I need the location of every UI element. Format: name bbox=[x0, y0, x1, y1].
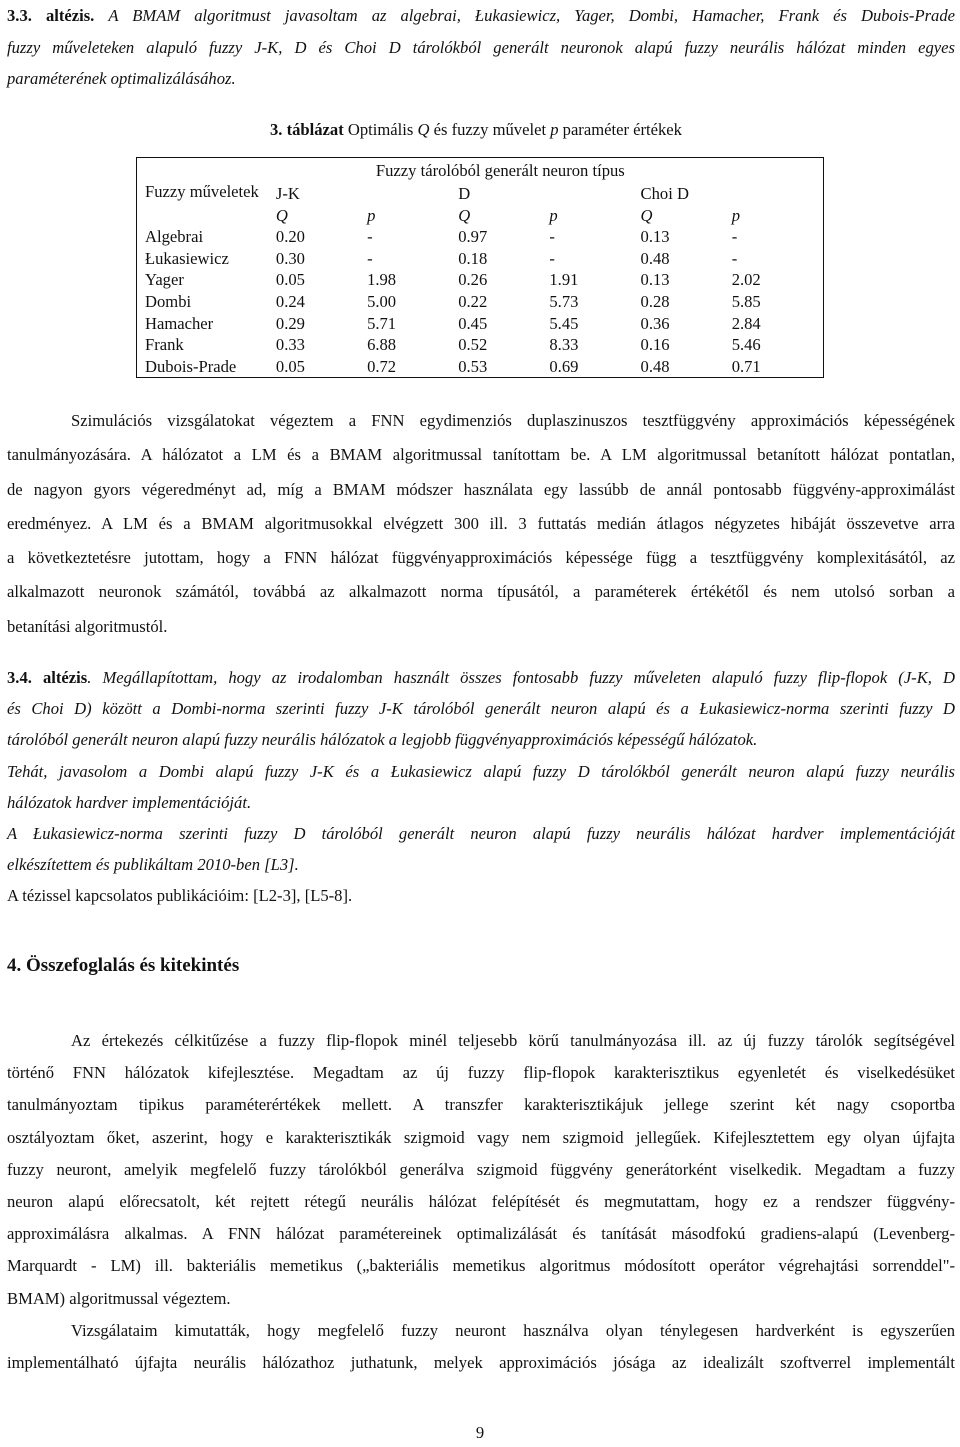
table-cell: 0.13 bbox=[640, 270, 670, 290]
table-cell: 0.72 bbox=[367, 356, 397, 376]
conclusion-line: történő FNN hálózatok kifejlesztése. Megadtam az új fuzzy flip-flopok karakterisztikus egyenletét és viselkedésüket bbox=[7, 1063, 955, 1083]
param-header: Q bbox=[458, 205, 471, 225]
section-3-3-line-3: paraméterének optimalizálásához. bbox=[7, 69, 236, 88]
paragraph-line: betanítási algoritmustól. bbox=[7, 616, 168, 636]
table-cell: 6.88 bbox=[367, 335, 397, 355]
table-cell: - bbox=[549, 248, 555, 268]
param-header: Q bbox=[640, 205, 653, 225]
table-cell: - bbox=[367, 227, 373, 247]
group-header-cell: Fuzzy tárolóból generált neuron típus bbox=[375, 160, 625, 180]
table-cell: 0.18 bbox=[458, 248, 488, 268]
section-3-4 bbox=[7, 662, 955, 912]
section-3-4-line: hálózatok hardver implementációját. bbox=[7, 792, 252, 812]
section-3-4-line: és Choi D) között a Dombi-norma szerinti fuzzy J-K tárolóból generált neuron alapú és a Łukasiewicz-norma szerinti fuzzy D bbox=[7, 699, 955, 719]
row-label: Dubois-Prade bbox=[145, 356, 237, 376]
table-cell: 0.45 bbox=[458, 313, 488, 333]
section-3-4-line: . Megállapítottam, hogy az irodalomban használt összes fontosabb fuzzy műveleten alapuló fuzzy flip-flopok (J-K, D bbox=[87, 668, 956, 687]
optimal-parameters-table bbox=[136, 157, 824, 378]
table-cell: 5.85 bbox=[731, 291, 761, 311]
paragraph-line: eredményez. A LM és a BMAM algoritmusokkal elvégzett 300 ill. 3 futtatás medián átlagos négyzetes hibáját összevetve arra bbox=[7, 513, 955, 533]
table-caption-q: Q bbox=[417, 120, 430, 139]
conclusion-line: Vizsgálataim kimutatták, hogy megfelelő fuzzy neuront használva olyan ténylegesen hardverként is egyszerűen bbox=[71, 1320, 955, 1340]
row-label: Algebrai bbox=[145, 227, 204, 247]
type-header-d: D bbox=[458, 184, 471, 203]
type-header-jk: J-K bbox=[275, 184, 300, 203]
row-label: Frank bbox=[145, 335, 184, 355]
conclusion-line: neuron alapú előrecsatolt, két rejtett rétegű neurális hálózat felépítését és megmutattam, hogy ez a rendszer függvény- bbox=[7, 1192, 955, 1212]
section-3-3-title: 3.3. altézis. bbox=[7, 6, 95, 25]
table-row bbox=[137, 226, 824, 248]
table-cell: 0.52 bbox=[458, 335, 488, 355]
table-cell: 0.13 bbox=[640, 227, 670, 247]
table-cell: 0.05 bbox=[275, 270, 305, 290]
table-cell: 0.30 bbox=[275, 248, 305, 268]
paragraph-line: de nagyon gyors végeredményt ad, míg a BMAM módszer használata egy lassúbb de annál pontosabb függvény-approximálást bbox=[7, 479, 955, 499]
conclusion-line: fuzzy neuront, amelyik megfelelő fuzzy tárolókból generálva szigmoid függvény generátorként viselkedik. Megadtam a fuzzy bbox=[7, 1159, 955, 1179]
table-cell: 1.91 bbox=[549, 270, 579, 290]
type-header-choi-d: Choi D bbox=[640, 184, 689, 203]
table-cell: - bbox=[731, 248, 738, 268]
table-cell: 2.02 bbox=[731, 270, 761, 290]
table-cell: 2.84 bbox=[731, 313, 761, 333]
conclusion-paragraphs bbox=[7, 1025, 955, 1379]
table-cell: - bbox=[367, 248, 373, 268]
param-header: p bbox=[731, 205, 740, 225]
table-cell: 5.73 bbox=[549, 291, 579, 311]
section-3-4-line: Tehát, javasolom a Dombi alapú fuzzy J-K és a Łukasiewicz alapú fuzzy D tárolókból generált neuron alapú fuzzy neurális bbox=[7, 761, 955, 781]
table-cell: 0.22 bbox=[458, 291, 488, 311]
page-number: 9 bbox=[475, 1423, 485, 1442]
section-3-3 bbox=[7, 0, 955, 95]
table-caption bbox=[270, 120, 682, 140]
param-header: p bbox=[549, 205, 558, 225]
section-3-3-line-2: fuzzy műveleteken alapuló fuzzy J-K, D és Choi D tárolókból generált neuronok alapú fuzzy neurális hálózat minden egyes bbox=[7, 37, 955, 57]
table-cell: 5.46 bbox=[731, 335, 761, 355]
conclusion-line: approximálásra alkalmas. A FNN hálózat paramétereinek optimalizálását és tanítását másodfokú gradiens-alapú (Levenberg- bbox=[7, 1224, 955, 1244]
table-cell: - bbox=[731, 227, 738, 247]
simulation-paragraph bbox=[7, 404, 955, 644]
section-3-4-line: A Łukasiewicz-norma szerinti fuzzy D tárolóból generált neuron alapú fuzzy neurális hálózat hardver implementációját bbox=[7, 824, 955, 844]
conclusion-line: Marquardt - LM) ill. bakteriális memetikus („bakteriális memetikus algoritmus módosított operátor végrehajtási sorrenddel"- bbox=[7, 1256, 955, 1276]
section-3-4-line: elkészítettem és publikáltam 2010-ben [L3]. bbox=[7, 855, 299, 875]
table-cell: 0.71 bbox=[731, 356, 761, 376]
table-row bbox=[137, 291, 824, 313]
table-row bbox=[137, 313, 824, 335]
conclusion-line: BMAM) algoritmussal végeztem. bbox=[7, 1288, 231, 1308]
table-row bbox=[137, 334, 824, 356]
table-cell: 0.20 bbox=[275, 227, 305, 247]
conclusion-line: implementálható újfajta neurális hálózathoz juthatunk, melyek approximációs jósága az idealizált szoftverrel implementált bbox=[7, 1353, 955, 1373]
table-cell: 0.69 bbox=[549, 356, 579, 376]
table-cell: - bbox=[549, 227, 555, 247]
table-cell: 0.33 bbox=[275, 335, 305, 355]
table-cell: 5.71 bbox=[367, 313, 397, 333]
table-cell: 0.28 bbox=[640, 291, 670, 311]
table-cell: 0.29 bbox=[275, 313, 305, 333]
row-header-cell: Fuzzy műveletek bbox=[145, 182, 259, 202]
row-label: Dombi bbox=[145, 291, 192, 311]
table-row bbox=[137, 269, 824, 291]
table-cell: 0.05 bbox=[275, 356, 305, 376]
table-cell: 0.97 bbox=[458, 227, 488, 247]
table-cell: 1.98 bbox=[367, 270, 397, 290]
paragraph-line: Szimulációs vizsgálatokat végeztem a FNN egydimenziós duplaszinuszos tesztfüggvény approximációs képességének bbox=[71, 411, 955, 430]
table-row bbox=[137, 356, 824, 378]
table-caption-p: p bbox=[550, 120, 559, 139]
paragraph-line: tanulmányozására. A hálózatot a LM és a BMAM algoritmussal tanítottam be. A LM algoritmussal betanított hálózat pontatlan, bbox=[7, 445, 955, 465]
conclusion-line: osztályoztam őket, aszerint, hogy e karakterisztikák szigmoid vagy nem szigmoid jellegűek. Kifejlesztettem egy olyan újfajta bbox=[7, 1127, 955, 1147]
section-3-4-line: tárolóból generált neuron alapú fuzzy neurális hálózatok a legjobb függvényapproximációs képességű hálózatok. bbox=[7, 730, 758, 750]
table-cell: 0.16 bbox=[640, 335, 670, 355]
row-label: Yager bbox=[145, 270, 184, 290]
table-row bbox=[137, 248, 824, 270]
table-cell: 0.24 bbox=[275, 291, 305, 311]
table-cell: 0.48 bbox=[640, 356, 670, 376]
conclusion-line: tanulmányoztam tipikus paraméterértékek mellett. A transzfer karakterisztikájuk jellege szerint két nagy csoportba bbox=[7, 1095, 955, 1115]
table-cell: 0.53 bbox=[458, 356, 488, 376]
table-caption-text: Optimális bbox=[343, 120, 418, 139]
table-caption-text-2: és fuzzy művelet bbox=[429, 120, 551, 139]
table-cell: 5.45 bbox=[549, 313, 579, 333]
table-caption-text-3: paraméter értékek bbox=[558, 120, 682, 139]
paragraph-line: alkalmazott neuronok számától, továbbá az alkalmazott norma típusától, a paraméterek értékétől és nem utolsó sorban a bbox=[7, 582, 955, 602]
table-cell: 5.00 bbox=[367, 291, 397, 311]
section-3-3-line-1: A BMAM algoritmust javasoltam az algebrai, Łukasiewicz, Yager, Dombi, Hamacher, Frank és Dubois-Prade bbox=[108, 6, 956, 25]
conclusion-line: Az értekezés célkitűzése a fuzzy flip-flopok minél teljesebb körű tanulmányozása ill. az új fuzzy tárolók segítségével bbox=[71, 1031, 955, 1050]
section-3-4-title: 3.4. altézis bbox=[7, 668, 88, 687]
row-label: Łukasiewicz bbox=[145, 248, 229, 268]
row-label: Hamacher bbox=[145, 313, 214, 333]
table-cell: 0.36 bbox=[640, 313, 670, 333]
table-cell: 0.48 bbox=[640, 248, 670, 268]
table-cell: 8.33 bbox=[549, 335, 579, 355]
table-caption-number: 3. táblázat bbox=[270, 120, 344, 139]
paragraph-line: a következtetésre jutottam, hogy a FNN hálózat függvényapproximációs képessége függ a tesztfüggvény komplexitásától, az bbox=[7, 548, 955, 568]
publications-line: A tézissel kapcsolatos publikációim: [L2-3], [L5-8]. bbox=[7, 886, 353, 906]
table-body bbox=[137, 226, 824, 378]
table-cell: 0.26 bbox=[458, 270, 488, 290]
table-header-row-group bbox=[137, 158, 824, 184]
section-4-title: 4. Összefoglalás és kitekintés bbox=[7, 955, 240, 976]
param-header: Q bbox=[275, 205, 288, 225]
param-header: p bbox=[367, 205, 376, 225]
